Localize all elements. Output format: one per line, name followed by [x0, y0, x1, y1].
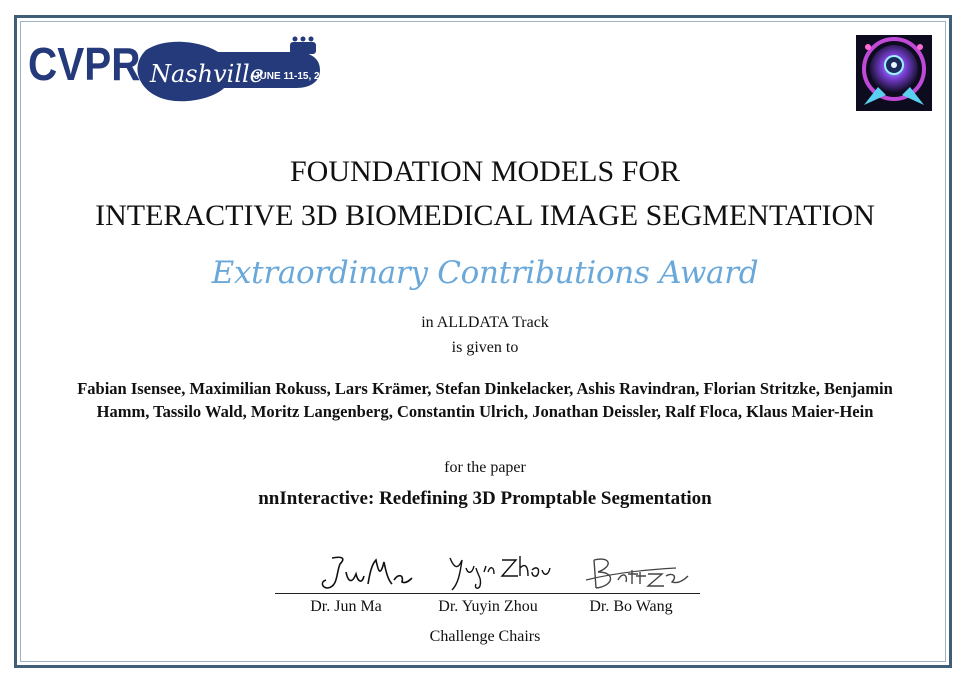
cvpr-logo	[28, 28, 337, 104]
logo-dates: JUNE 11-15, 2025	[254, 71, 337, 82]
signature-yuyin-zhou	[440, 550, 560, 594]
award-track: in ALLDATA Track	[421, 314, 549, 331]
signature-line	[275, 593, 700, 594]
signature-bo-wang	[580, 550, 700, 594]
logo-city: Nashville	[150, 60, 264, 88]
award-name: Extraordinary Contributions Award	[211, 255, 759, 291]
signature-jun-ma	[312, 550, 432, 594]
signatory-name: Dr. Bo Wang	[589, 598, 673, 615]
certificate-title-line2: INTERACTIVE 3D BIOMEDICAL IMAGE SEGMENTATION	[95, 199, 875, 232]
signatory-name: Dr. Yuyin Zhou	[438, 598, 538, 615]
challenge-emblem-icon	[856, 35, 932, 111]
signatory-role: Challenge Chairs	[429, 628, 541, 645]
logo-wordmark: CVPR	[28, 38, 141, 90]
given-to-text: is given to	[451, 339, 519, 356]
certificate-title-line1: FOUNDATION MODELS FOR	[289, 155, 681, 188]
paper-title: nnInteractive: Redefining 3D Promptable Segmentation	[258, 488, 712, 509]
for-paper-text: for the paper	[444, 459, 526, 476]
signatory-name: Dr. Jun Ma	[310, 598, 382, 615]
recipient-names: Fabian Isensee, Maximilian Rokuss, Lars Krämer, Stefan Dinkelacker, Ashis Ravindran, Florian Stritzke, Benjamin Hamm, Tassilo Wald, Moritz Langenberg, Constantin Ulrich, Jonathan Deissler, Ralf Floca, Klaus Maier-Hein	[77, 379, 893, 421]
